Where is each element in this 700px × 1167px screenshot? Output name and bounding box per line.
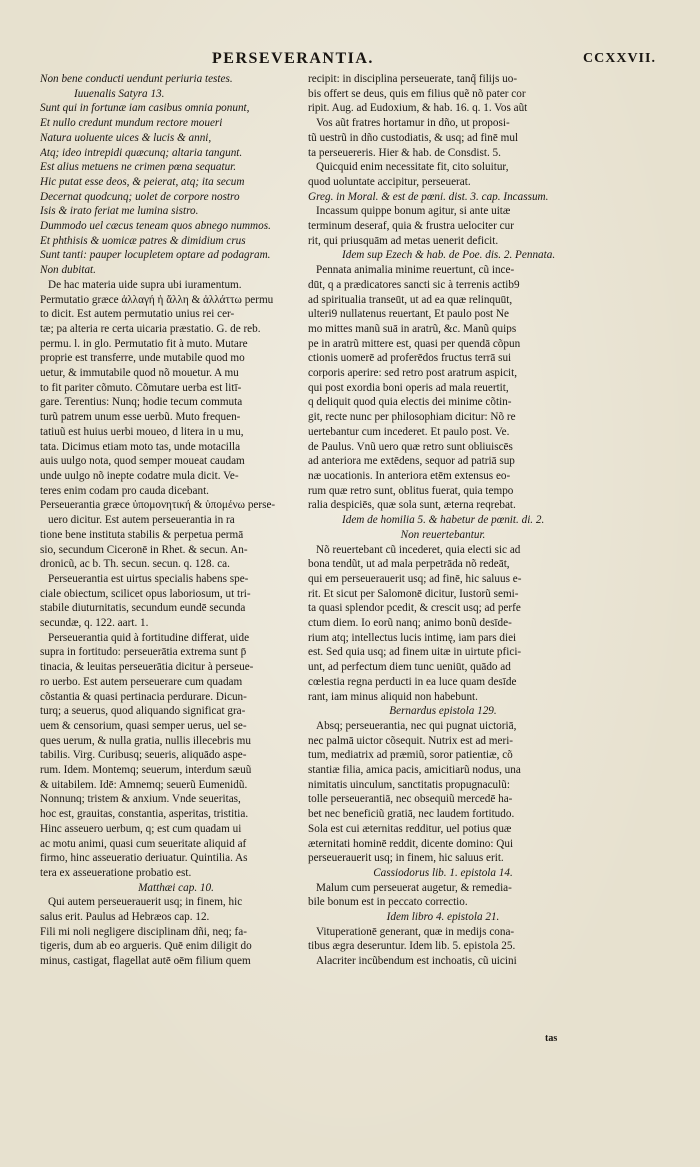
text-line: Decernat quodcunq; uolet de corpore nostro	[40, 190, 240, 203]
text-line: dronicũ, ac b. Th. secun. secun. q. 128. ca.	[40, 558, 230, 571]
text-line: est. Sed quia usq; ad finem uitæ in uirtute pfici-	[308, 646, 522, 659]
text-line: Non dubitat.	[40, 264, 96, 277]
text-line: perseuerauerit usq; in finem, hic saluus erit.	[308, 852, 504, 865]
text-line: quod uoluntate accipitur, perseuerat.	[308, 175, 471, 188]
text-line: Hinc asseuero uerbum, q; est cum quadam ui	[40, 822, 242, 835]
folio-number: CCXXVII.	[583, 51, 656, 66]
text-line: ctionis uomerē ad proferēdos fructus terrā sui	[308, 352, 512, 365]
text-line: rit, qui priusquām ad metas uenerit deficit.	[308, 234, 499, 247]
text-line: Idem de homilia 5. & habetur de pœnit. di. 2.	[342, 514, 545, 527]
text-line: turq; a seuerus, quod aliquando significat gra-	[40, 705, 246, 718]
text-line: rium atq; intellectus lucis intimę, iam pars diei	[308, 631, 517, 644]
text-line: tæ; pa alteria re certa uicaria præstatio. G. de reb.	[40, 322, 261, 335]
text-line: nec palmā uictor cõsequit. Nutrix est ad meri-	[308, 734, 514, 747]
text-line: æternitati hominē reddit, dicente domino: Qui	[308, 837, 514, 850]
text-line: ralia despiciēs, quæ sola sunt, æterna reqrebat.	[308, 499, 516, 512]
text-line: mo mittes manũ suā in aratrũ, &c. Manũ quips	[308, 322, 517, 335]
text-line: Quicquid enim necessitate fit, cito soluitur,	[316, 161, 509, 174]
text-line: Idem sup Ezech & hab. de Poe. dis. 2. Pennata.	[342, 249, 556, 262]
text-line: uero dicitur. Est autem perseuerantia in ra	[48, 514, 235, 527]
text-line: Est alius metuens ne crimen pœna sequatur.	[40, 161, 237, 174]
text-line: tum, mediatrix ad præmiũ, soror patientiæ, cõ	[308, 749, 513, 762]
text-line: sio, secundum Ciceronē in Rhet. & secun. An-	[40, 543, 248, 556]
text-line: Idem libro 4. epistola 21.	[386, 911, 500, 924]
text-line: terminum deseraf, quia & frustra uelociter cur	[308, 220, 514, 233]
text-line: supra in fortitudo: perseuerātia extrema sunt p̄	[40, 646, 247, 659]
text-line: nimitatis uinculum, sanctitatis propugnaculũ:	[308, 778, 510, 791]
text-line: Nõ reuertebant cũ incederet, quia electi sic ad	[316, 543, 521, 556]
text-line: ad spiritualia transeūt, ut ad ea quæ relinquūt,	[308, 293, 513, 306]
text-line: Nonnunq; tristem & anxium. Vnde seueritas,	[40, 793, 241, 806]
text-line: Sunt tanti: pauper locupletem optare ad podagram.	[40, 249, 271, 262]
text-line: Et nullo credunt mundum rectore moueri	[40, 117, 223, 130]
text-line: Alacriter incũbendum est inchoatis, cũ uicini	[316, 955, 517, 968]
running-head: PERSEVERANTIA.	[212, 50, 374, 67]
text-line: tata. Dicimus etiam moto tas, unde motacilla	[40, 440, 241, 453]
text-line: gare. Terentius: Nunq; hodie tecum commuta	[40, 396, 243, 409]
text-line: cœlestia regna perducti in ea luce quam desīde	[308, 675, 517, 688]
text-line: Iuuenalis Satyra 13.	[74, 87, 165, 100]
text-line: Dummodo uel cæcus teneam quos abnego nummos.	[40, 220, 271, 233]
text-line: De hac materia uide supra ubi iuramentum.	[48, 278, 242, 291]
text-line: ciale obiectum, scilicet opus laboriosum, ut tri-	[40, 587, 251, 600]
text-line: rant, iam minus aliquid non habebunt.	[308, 690, 478, 703]
text-line: firmo, hinc asseueratio deriuatur. Quintilia. As	[40, 852, 248, 865]
text-line: Atq; ideo intrepidi quæcunq; altaria tangunt.	[40, 146, 243, 159]
text-line: uertebantur cum incederet. Et paulo post. Ve.	[308, 425, 510, 438]
text-line: tibus ægra deseruntur. Idem lib. 5. epistola 25.	[308, 940, 516, 953]
text-line: auis uulgo nota, quod semper moueat caudam	[40, 455, 245, 468]
text-line: Isis & irato feriat me lumina sistro.	[40, 205, 199, 218]
text-line: dūt, q a prædicatores sancti sic à terrenis actib9	[308, 278, 520, 291]
text-line: Pennata animalia minime reuertunt, cũ ince-	[316, 264, 515, 277]
text-line: to dicit. Est autem permutatio unius rei cer-	[40, 308, 235, 321]
text-line: Perseuerantia græce ὑπομονητική & ὑπομένω perse-	[40, 499, 276, 512]
text-line: Perseuerantia quid à fortitudine differat, uide	[48, 631, 250, 644]
text-line: salus erit. Paulus ad Hebræos cap. 12.	[40, 911, 210, 924]
text-line: Permutatio græce ἀλλαγή ἡ ἄλλη & ἀλλάττω permu	[40, 293, 274, 306]
text-line: proprie est transferre, unde mutabile quod mo	[40, 352, 245, 365]
text-line: permu. l. in glo. Permutatio fit à muto. Mutare	[40, 337, 248, 350]
text-line: tũ uestrũ in dño custodiatis, & usq; ad finē mul	[308, 131, 519, 144]
text-line: ac motu animi, quasi cum seueritate aliquid af	[40, 837, 247, 850]
text-line: Incassum quippe bonum agitur, si ante uitæ	[316, 205, 511, 218]
text-line: Qui autem perseuerauerit usq; in finem, hic	[48, 896, 243, 909]
text-line: to fit pariter cõmuto. Cõmutare uerba est litī-	[40, 381, 242, 394]
text-line: ad anteriora me extēdens, sequor ad patriā sup	[308, 455, 515, 468]
left-text-column	[40, 72, 312, 969]
text-line: rum. Idem. Montemq; seuerum, interdum sæuũ	[40, 764, 252, 777]
text-line: bet nec beneficiũ gratiā, nec laudem fortitudo.	[308, 808, 515, 821]
text-line: tione bene instituta stabilis & perpetua permā	[40, 528, 244, 541]
text-line: bona tendũt, ut ad mala perpetrāda nõ redeāt,	[308, 558, 510, 571]
text-line: qui post exordia boni operis ad mala reuertit,	[308, 381, 509, 394]
text-line: Fili mi noli negligere disciplinam dñi, neq; fa-	[40, 925, 247, 938]
text-line: hoc est, grauitas, constantia, asperitas, tristitia.	[40, 808, 249, 821]
text-line: q deliquit quod quia electis dei minime cõtin-	[308, 396, 512, 409]
text-line: ques uerum, & nulla gratia, nullis illecebris mu	[40, 734, 251, 747]
text-line: Greg. in Moral. & est de pœni. dist. 3. cap. Incassum.	[308, 190, 549, 203]
text-line: stantiæ filia, amica pacis, amicitiarũ nodus, una	[308, 764, 521, 777]
text-line: Vituperationē generant, quæ in medijs cona-	[316, 925, 515, 938]
text-line: ta perseuereris. Hier & hab. de Consdist. 5.	[308, 146, 501, 159]
text-line: pe in aratrũ mittere est, quasi per quendā cõpun	[308, 337, 521, 350]
text-line: Sola est cui æternitas redditur, uel potius quæ	[308, 822, 512, 835]
text-line: Hic putat esse deos, & peierat, atq; ita secum	[40, 175, 245, 188]
text-line: Bernardus epistola 129.	[389, 705, 497, 718]
text-line: corporis aperire: sed retro post aratrum aspicit,	[308, 367, 518, 380]
text-line: uem & censorium, quasi semper uerus, uel se-	[40, 719, 247, 732]
text-line: rit. Et sicut per Salomonē dicitur, Iustorũ semi-	[308, 587, 519, 600]
text-line: tolle perseuerantiā, nec obsequiũ mercedē ha-	[308, 793, 513, 806]
text-line: git, recte nunc per philosophiam dicitur: Nõ re	[308, 411, 516, 424]
text-line: bis offert se deus, quis em filius quẽ nõ pater cor	[308, 87, 526, 100]
text-line: tera ex asseueratione probatio est.	[40, 866, 192, 879]
text-line: turũ patrem unum esse uerbũ. Muto frequen-	[40, 411, 241, 424]
text-line: qui em perseuerauerit usq; ad finē, hic saluus e-	[308, 572, 522, 585]
text-line: ta quasi splendor pcedit, & crescit usq; ad perfe	[308, 602, 521, 615]
page-header	[0, 50, 700, 72]
text-line: næ uocationis. In anteriora etēm extensus eo-	[308, 469, 511, 482]
text-line: minus, castigat, flagellat autē oēm filium quem	[40, 955, 251, 968]
text-line: Vos aũt fratres hortamur in dño, ut proposi-	[316, 117, 510, 130]
text-line: Non reuertebantur.	[400, 528, 486, 541]
text-line: tinacia, & leuitas perseuerātia dicitur à perseue-	[40, 661, 254, 674]
text-line: uetur, & immutabile quod nõ mouetur. A mu	[40, 367, 239, 380]
text-line: ctum diem. Io eorũ nanq; animo bonũ desīde-	[308, 617, 512, 630]
text-line: Sunt qui in fortunæ iam casibus omnia ponunt,	[40, 102, 250, 115]
text-line: Non bene conducti uendunt periuria testes.	[40, 73, 233, 85]
text-line: stabile diuturnitatis, secundum eundē secunda	[40, 602, 246, 615]
text-line: ro uerbo. Est autem perseuerare cum quadam	[40, 675, 243, 688]
right-text-column	[308, 72, 578, 969]
text-line: secundæ, q. 122. aart. 1.	[40, 617, 149, 630]
text-line: tatiuũ est huius uerbi moueo, d litera in u mu,	[40, 425, 244, 438]
text-line: Natura uoluente uices & lucis & anni,	[40, 131, 212, 144]
text-line: unde uulgo nõ inepte codatre mula dicit. Ve-	[40, 469, 239, 482]
text-line: tabilis. Virg. Curibusq; seueris, aliquādo aspe-	[40, 749, 247, 762]
text-line: Perseuerantia est uirtus specialis habens spe-	[48, 572, 249, 585]
catchword: tas	[545, 1033, 558, 1044]
text-line: & uitabilem. Idē: Amnemq; seuerũ Eumenidũ.	[40, 778, 248, 791]
text-line: Et phthisis & uomicæ patres & dimidium crus	[40, 234, 246, 247]
text-line: recipit: in disciplina perseuerate, tanq̃ filijs uo-	[308, 73, 518, 85]
text-line: de Paulus. Vnũ uero quæ retro sunt obliuiscēs	[308, 440, 513, 453]
text-line: Cassiodorus lib. 1. epistola 14.	[373, 866, 513, 879]
text-line: ripit. Aug. ad Eudoxium, & hab. 16. q. 1. Vos aũt	[308, 102, 528, 115]
text-line: bile bonum est in peccato correctio.	[308, 896, 468, 909]
text-line: Absq; perseuerantia, nec qui pugnat uictoriā,	[316, 719, 517, 732]
text-line: ulteri9 nullatenus reuertant, Et paulo post Ne	[308, 308, 510, 321]
text-line: Malum cum perseuerat augetur, & remedia-	[316, 881, 512, 894]
text-line: cõstantia & quasi pertinacia perdurare. Dicun-	[40, 690, 247, 703]
text-line: tigeris, dum ab eo argueris. Quē enim diligit do	[40, 940, 252, 953]
text-line: Matthæi cap. 10.	[138, 881, 214, 894]
text-line: teres enim codam pro cauda dicebant.	[40, 484, 209, 497]
text-line: rum quæ retro sunt, oblitus fuerat, quia tempo	[308, 484, 514, 497]
text-line: unt, ad perfectum diem tunc ueniūt, quādo ad	[308, 661, 511, 674]
